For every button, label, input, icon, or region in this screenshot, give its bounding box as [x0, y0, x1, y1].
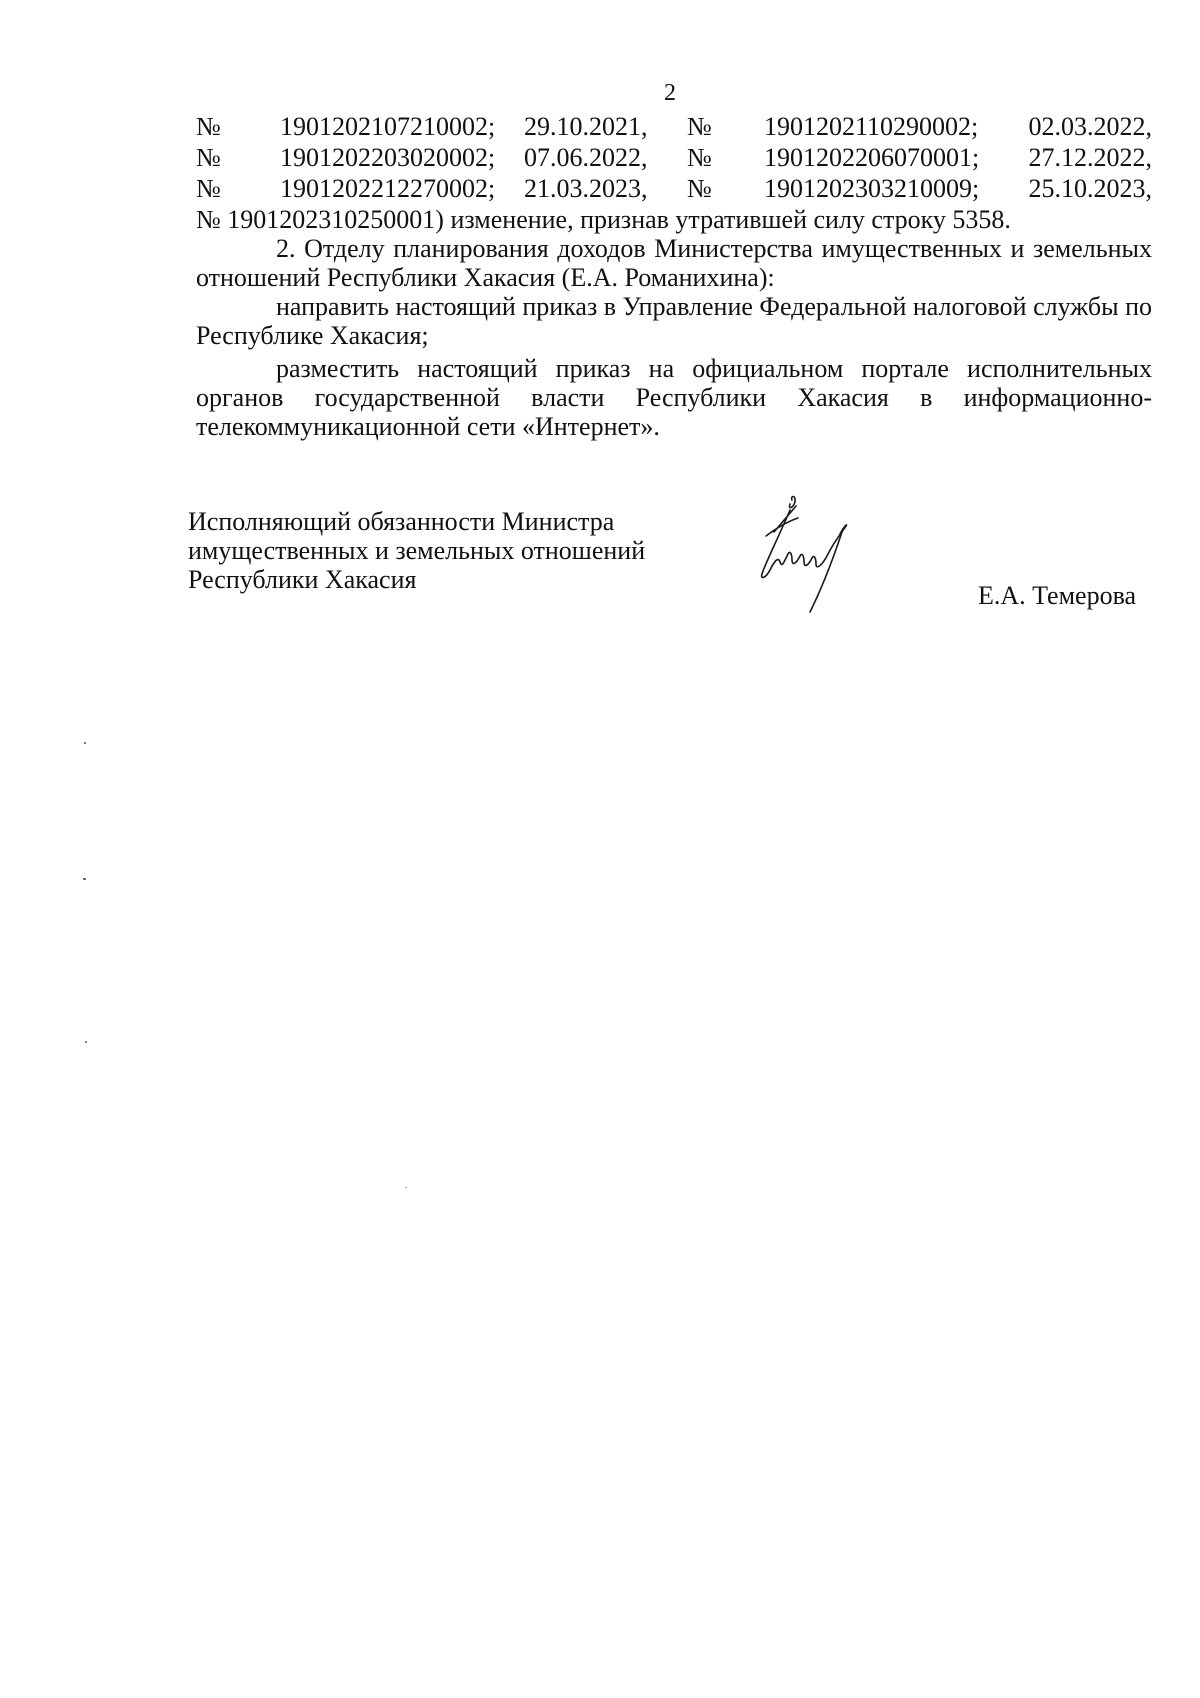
signatory-title: [188, 507, 645, 594]
paragraph-instruction: 2. Отделу планирования доходов Министерства имущественных и земельных отношений Республики Хакасия (Е.А. Романихина):: [196, 234, 1152, 292]
paragraph-tax-service: направить настоящий приказ в Управление Федеральной налоговой службы по Республике Хакасия;: [196, 292, 1152, 350]
handwritten-signature: [752, 492, 864, 620]
registration-date: 21.03.2023,: [524, 174, 648, 203]
number-sign: №: [196, 112, 221, 141]
number-sign: №: [687, 112, 712, 141]
registration-numbers-table: [196, 112, 1152, 205]
registration-number: 1901202107210002;: [280, 112, 496, 141]
signatory-title-line: Исполняющий обязанности Министра: [188, 507, 615, 536]
number-sign: №: [196, 143, 221, 172]
signatory-title-line: Республики Хакасия: [188, 565, 417, 594]
document-body: [196, 205, 1152, 441]
registration-row: [196, 112, 1152, 143]
registration-date: 29.10.2021,: [524, 112, 648, 141]
registration-date: 07.06.2022,: [524, 143, 648, 172]
registration-number: 1901202110290002;: [764, 112, 979, 141]
scan-speck: [83, 878, 86, 880]
page-number: 2: [664, 80, 676, 106]
paragraph-amendment: № 1901202310250001) изменение, признав утратившей силу строку 5358.: [196, 205, 1011, 234]
scan-speck: [84, 742, 86, 744]
registration-number: 1901202203020002;: [280, 143, 496, 172]
registration-number: 1901202303210009;: [764, 174, 980, 203]
number-sign: №: [687, 143, 712, 172]
scan-speck: [85, 1041, 87, 1043]
signatory-title-line: имущественных и земельных отношений: [188, 536, 646, 565]
scan-speck: [405, 1187, 407, 1188]
signer-name: Е.А. Темерова: [978, 581, 1137, 610]
registration-date: 02.03.2022,: [1028, 112, 1152, 141]
registration-number: 1901202212270002;: [280, 174, 496, 203]
registration-date: 25.10.2023,: [1028, 174, 1152, 203]
number-sign: №: [687, 174, 712, 203]
registration-row: [196, 143, 1152, 174]
registration-date: 27.12.2022,: [1028, 143, 1152, 172]
registration-row: [196, 174, 1152, 205]
registration-number: 1901202206070001;: [764, 143, 980, 172]
number-sign: №: [196, 174, 221, 203]
paragraph-publication: разместить настоящий приказ на официальном портале исполнительных органов государственной власти Республики Хакасия в информационно-телекоммуникационной сети «Интернет».: [196, 354, 1152, 441]
